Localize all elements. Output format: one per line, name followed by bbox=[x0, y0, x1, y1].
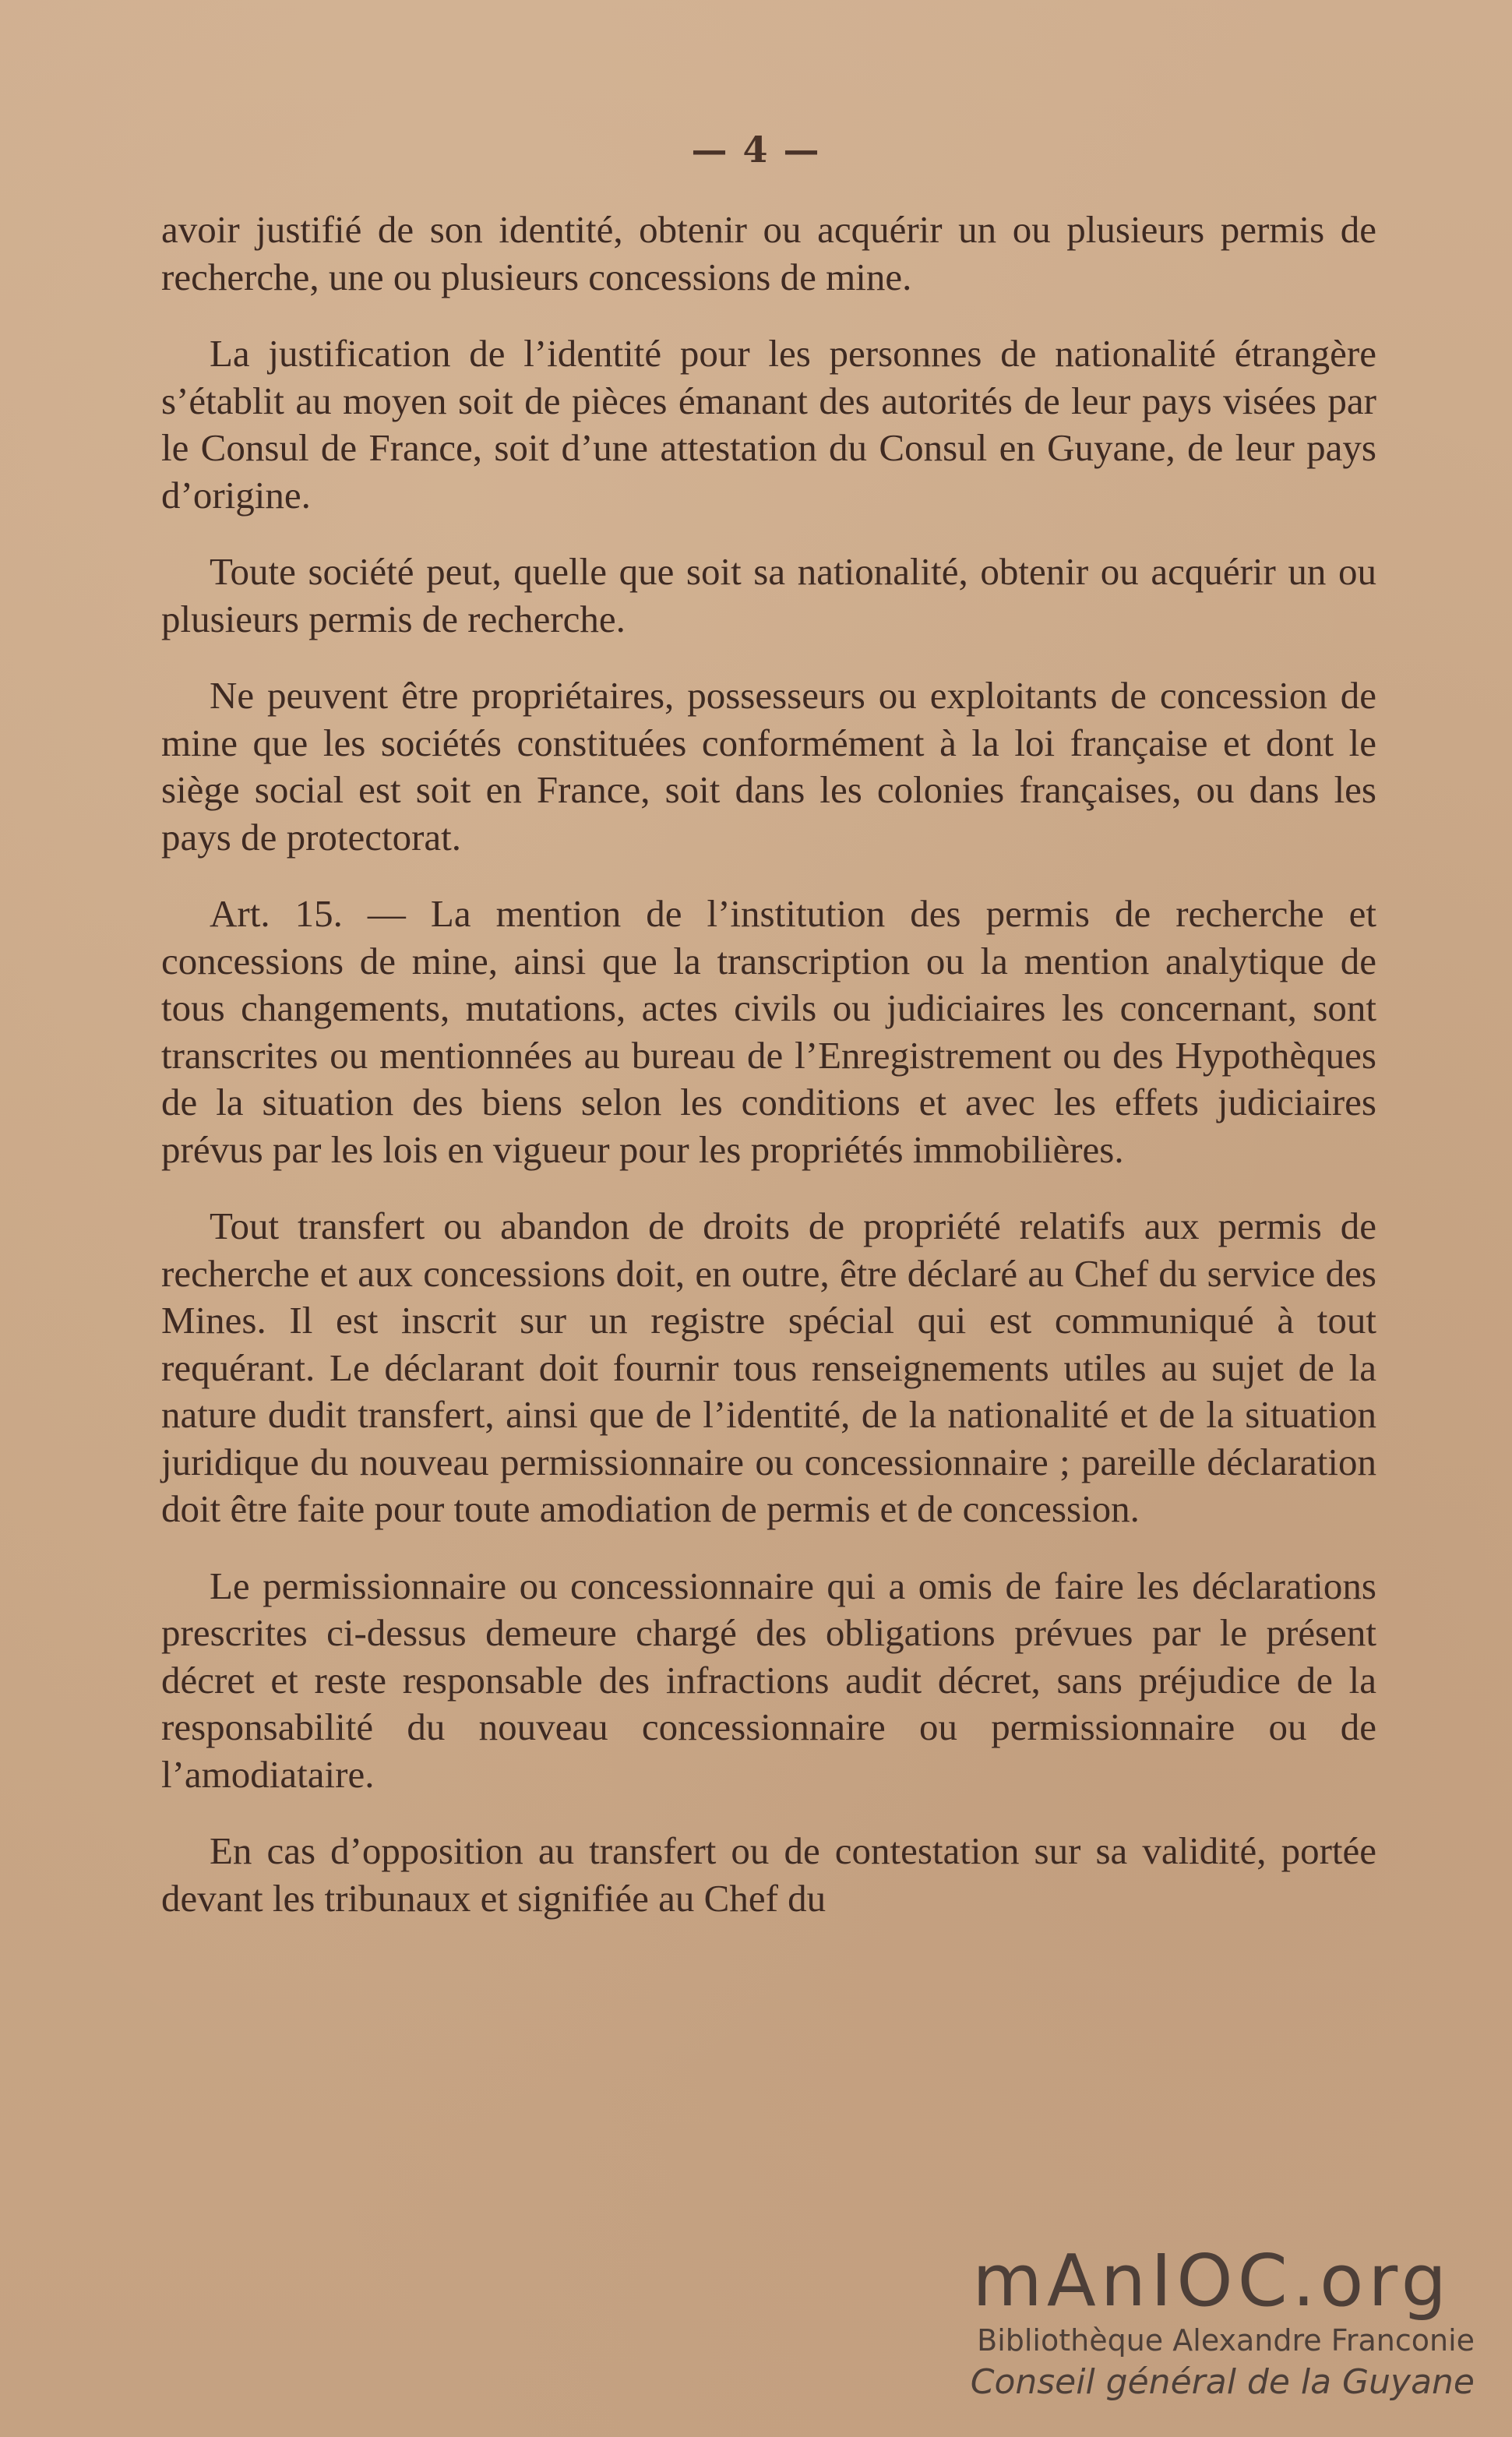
council-name: Conseil général de la Guyane bbox=[970, 2362, 1475, 2402]
paragraph-opposition: En cas d’opposition au transfert ou de contestation sur sa validité, portée devant les tribunaux et signifiée au Chef du bbox=[161, 1829, 1376, 1920]
paragraph-article-15: Art. 15. — La mention de l’institution des permis de recherche et concessions de mine, ainsi que la transcription ou la mention analytique de tous changements, mutations, actes civils ou judiciaires les concernant, sont transcrites ou mentionnées au bureau de l’Enregistrement ou des Hypothèques de la situation des biens selon les conditions et avec les effets judiciaires prévus par les lois en vigueur pour les propriétés immobilières. bbox=[161, 892, 1376, 1171]
paragraph-concession-owners: Ne peuvent être propriétaires, possesseurs ou exploitants de concession de mine que les sociétés constituées conformément à la loi française et dont le siège social est soit en France, soit dans les colonies françaises, ou dans les pays de protectorat. bbox=[161, 674, 1376, 859]
paragraph-omission-responsibility: Le permissionnaire ou concessionnaire qui a omis de faire les déclarations prescrites ci-dessus demeure chargé des obligations prévues par le présent décret et reste responsable des infractions audit décret, sans préjudice de la responsabilité du nouveau concessionnaire ou permissionnaire ou de l’amodiataire. bbox=[161, 1564, 1376, 1796]
watermark-footer bbox=[929, 2239, 1475, 2404]
paragraph-continuation: avoir justifié de son identité, obtenir ou acquérir un ou plusieurs permis de recherche, une ou plusieurs concessions de mine. bbox=[161, 208, 1376, 298]
page-number: — 4 — bbox=[691, 129, 821, 171]
library-name: Bibliothèque Alexandre Franconie bbox=[977, 2323, 1475, 2358]
paragraph-societies-permits: Toute société peut, quelle que soit sa nationalité, obtenir ou acquérir un ou plusieurs permis de recherche. bbox=[161, 550, 1376, 640]
paragraph-identity-justification: La justification de l’identité pour les personnes de nationalité étrangère s’établit au moyen soit de pièces émanant des autorités de leur pays visées par le Consul de France, soit d’une attestation du Consul en Guyane, de leur pays d’origine. bbox=[161, 332, 1376, 517]
paragraph-transfer-declaration: Tout transfert ou abandon de droits de propriété relatifs aux permis de recherche et aux concessions doit, en outre, être déclaré au Chef du service des Mines. Il est inscrit sur un registre spécial qui est communiqué à tout requérant. Le déclarant doit fournir tous renseignements utiles au sujet de la nature dudit transfert, ainsi que de l’identité, de la nationalité et de la situation juridique du nouveau permissionnaire ou concessionnaire ; pareille déclaration doit être faite pour toute amodiation de permis et de concession. bbox=[161, 1204, 1376, 1530]
body-text bbox=[161, 206, 1376, 1952]
manioc-logo: mAnIOC.org bbox=[972, 2239, 1451, 2322]
